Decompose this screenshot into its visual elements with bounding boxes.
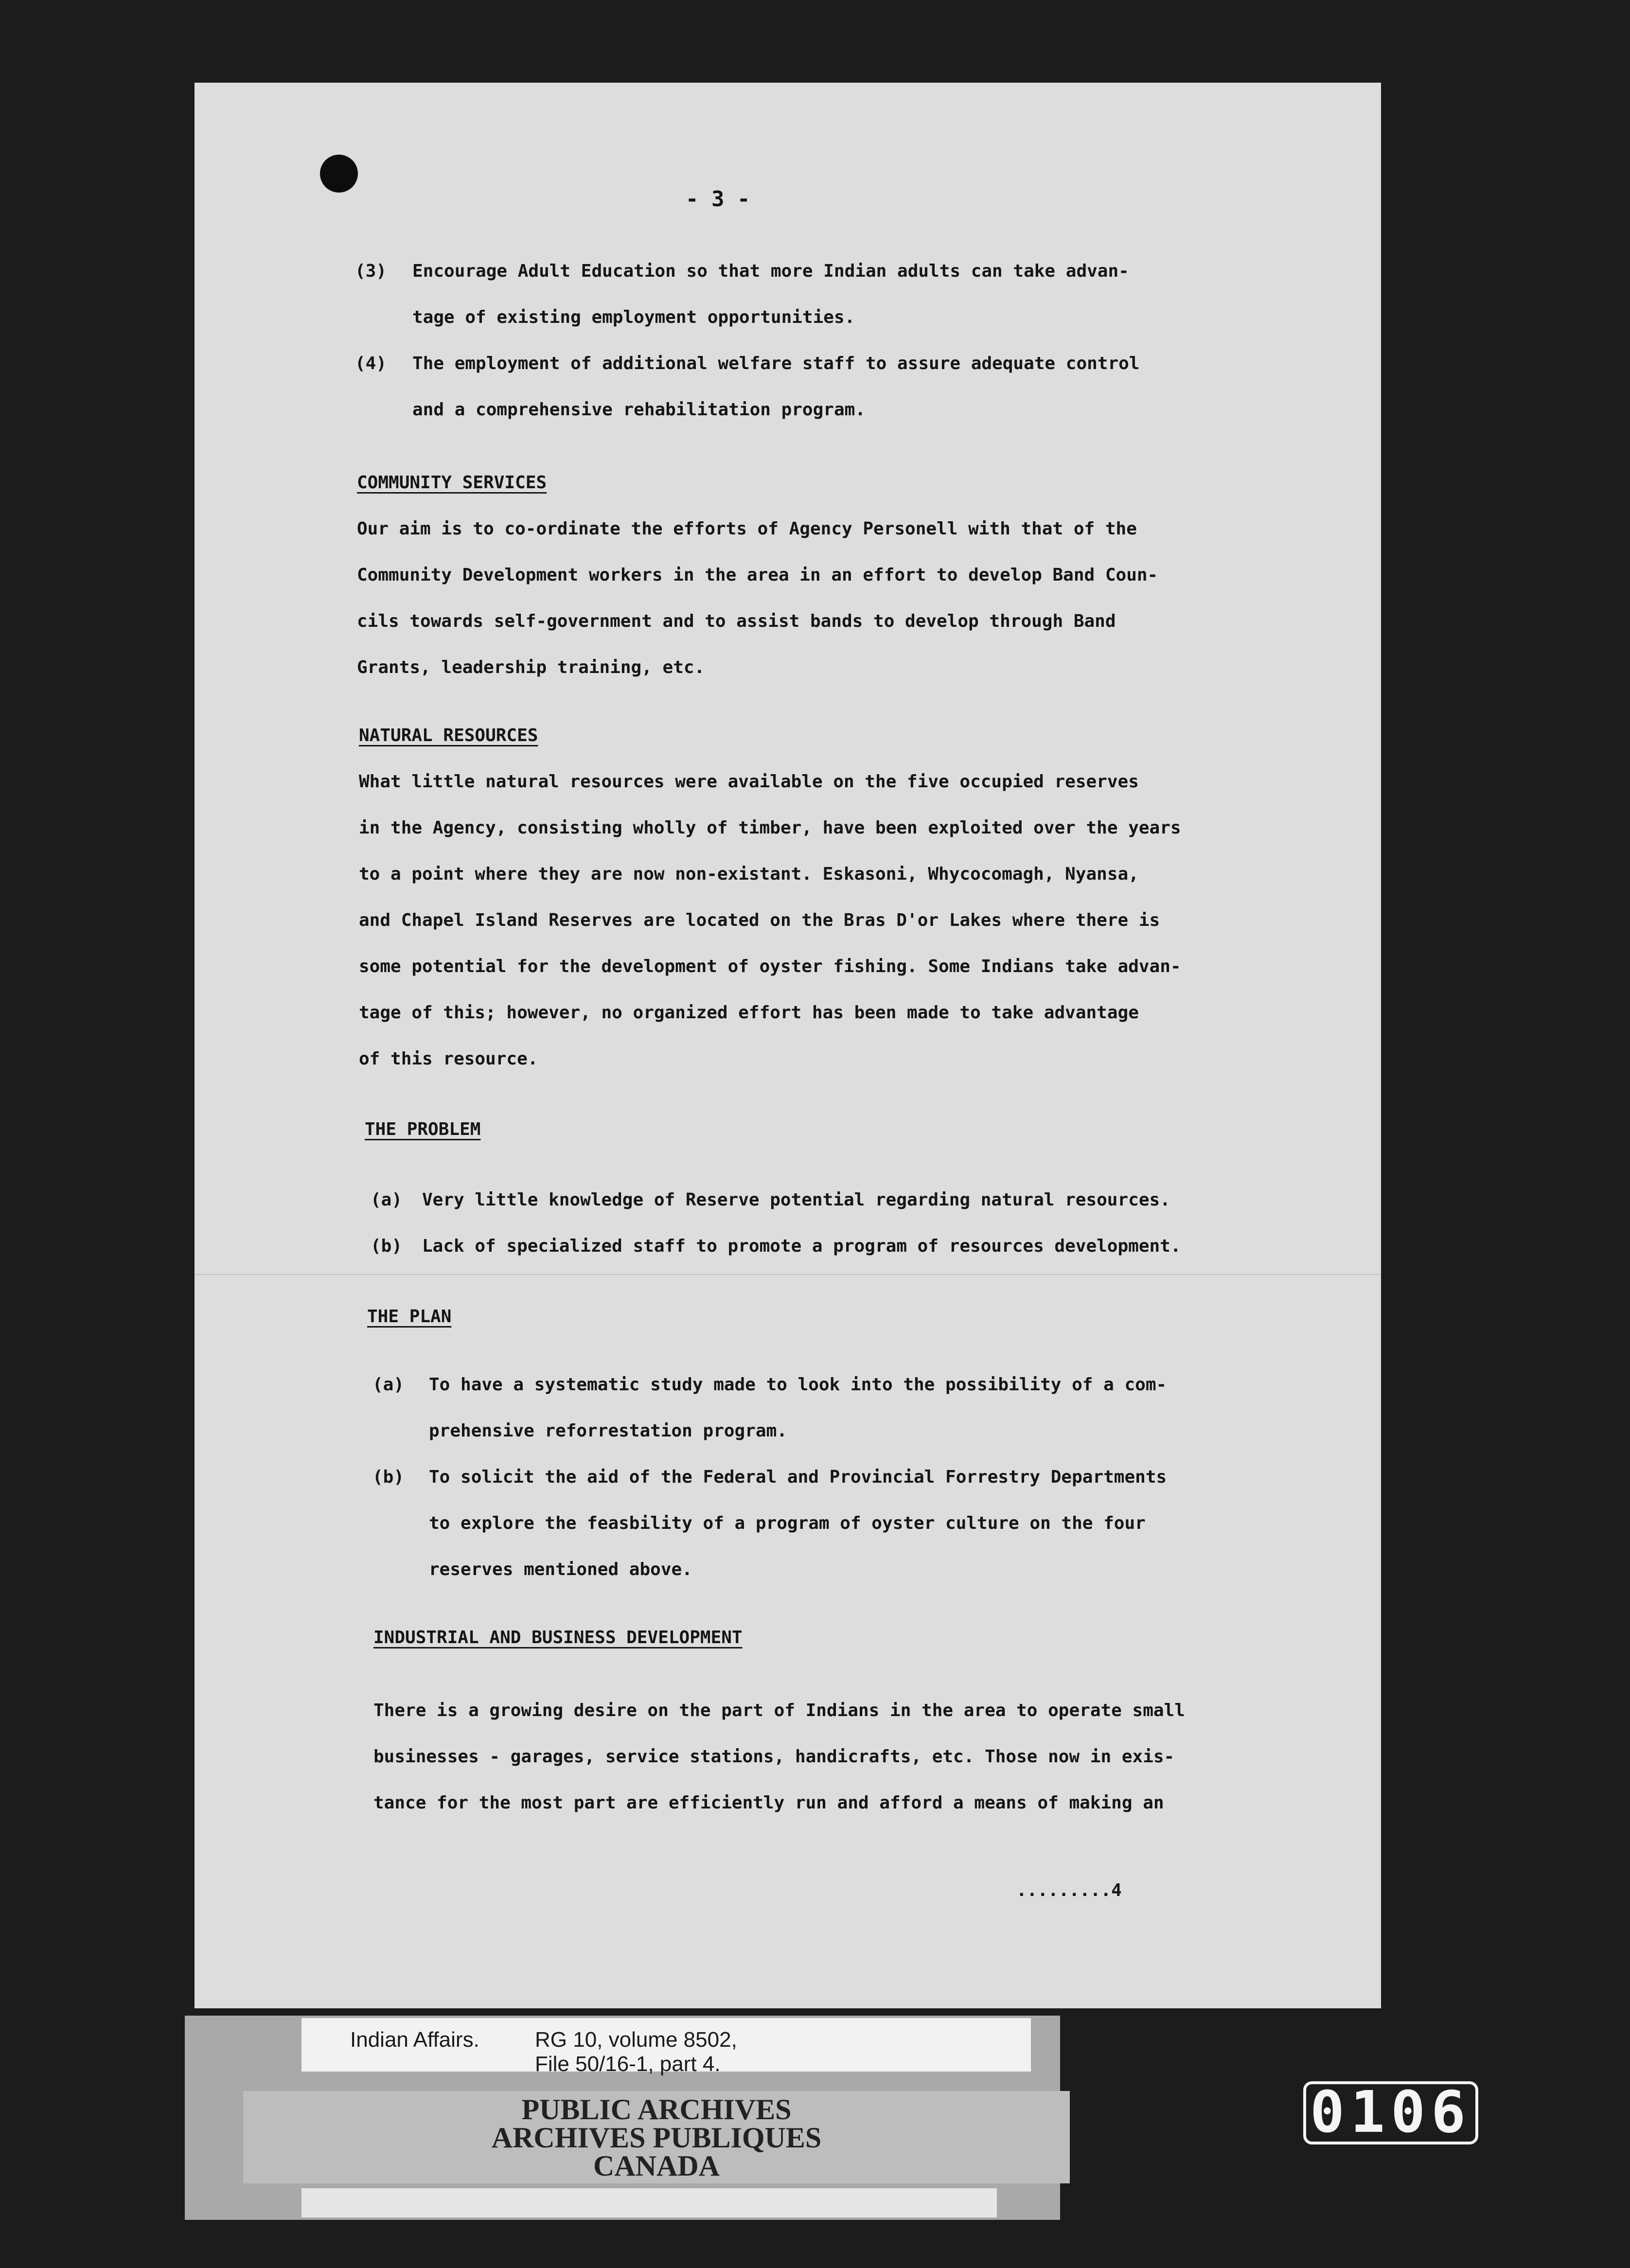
item-3-number: (3) xyxy=(355,261,387,281)
natural-resources-line: of this resource. xyxy=(359,1049,538,1069)
frame-number: 0106 xyxy=(1310,2078,1472,2145)
item-4-line-2: and a comprehensive rehabilitation program. xyxy=(412,400,866,420)
archive-department: Indian Affairs. xyxy=(350,2028,479,2052)
page-number: - 3 - xyxy=(686,187,750,212)
industrial-line: businesses - garages, service stations, handicrafts, etc. Those now in exis- xyxy=(373,1747,1175,1767)
stamp-line-3: CANADA xyxy=(593,2150,720,2182)
community-services-line: cils towards self-government and to assist bands to develop through Band xyxy=(357,611,1116,631)
page-fold-line xyxy=(195,1274,1381,1275)
natural-resources-line: to a point where they are now non-existant. Eskasoni, Whycocomagh, Nyansa, xyxy=(359,864,1139,884)
item-4-line-1: The employment of additional welfare staff to assure adequate control xyxy=(412,354,1140,373)
problem-a-text: Very little knowledge of Reserve potential regarding natural resources. xyxy=(422,1190,1170,1210)
plan-a-number: (a) xyxy=(372,1375,405,1395)
natural-resources-line: some potential for the development of oyster fishing. Some Indians take advan- xyxy=(359,957,1181,976)
natural-resources-line: in the Agency, consisting wholly of timber, have been exploited over the years xyxy=(359,818,1181,838)
community-services-line: Our aim is to co-ordinate the efforts of Agency Personell with that of the xyxy=(357,519,1137,539)
natural-resources-line: tage of this; however, no organized effort has been made to take advantage xyxy=(359,1003,1139,1023)
plan-b-line-2: to explore the feasbility of a program of oyster culture on the four xyxy=(429,1513,1146,1533)
stamp-line-1: PUBLIC ARCHIVES xyxy=(521,2093,792,2126)
plan-b-number: (b) xyxy=(372,1467,405,1487)
the-problem-heading: THE PROBLEM xyxy=(365,1119,481,1139)
item-3-line-2: tage of existing employment opportunities. xyxy=(412,307,855,327)
industrial-heading: INDUSTRIAL AND BUSINESS DEVELOPMENT xyxy=(373,1628,743,1648)
natural-resources-line: What little natural resources were available on the five occupied reserves xyxy=(359,772,1139,792)
plan-a-line-1: To have a systematic study made to look into the possibility of a com- xyxy=(429,1375,1167,1395)
archive-reference-line-1: RG 10, volume 8502, xyxy=(535,2028,737,2052)
plan-b-line-3: reserves mentioned above. xyxy=(429,1559,692,1579)
industrial-line: There is a growing desire on the part of Indians in the area to operate small xyxy=(373,1701,1185,1720)
item-3-line-1: Encourage Adult Education so that more Indian adults can take advan- xyxy=(412,261,1129,281)
natural-resources-line: and Chapel Island Reserves are located on the Bras D'or Lakes where there is xyxy=(359,910,1160,930)
problem-a-number: (a) xyxy=(371,1190,403,1210)
community-services-line: Community Development workers in the area in an effort to develop Band Coun- xyxy=(357,565,1158,585)
industrial-line: tance for the most part are efficiently run and afford a means of making an xyxy=(373,1793,1164,1813)
the-plan-heading: THE PLAN xyxy=(367,1307,452,1327)
community-services-line: Grants, leadership training, etc. xyxy=(357,657,705,677)
document-page xyxy=(195,83,1381,2008)
stamp-line-2: ARCHIVES PUBLIQUES xyxy=(491,2122,822,2154)
plan-b-line-1: To solicit the aid of the Federal and Provincial Forrestry Departments xyxy=(429,1467,1167,1487)
item-4-number: (4) xyxy=(355,354,387,373)
natural-resources-heading: NATURAL RESOURCES xyxy=(359,726,538,745)
problem-b-text: Lack of specialized staff to promote a program of resources development. xyxy=(422,1236,1181,1256)
community-services-heading: COMMUNITY SERVICES xyxy=(357,473,547,493)
bottom-paper-strip xyxy=(301,2188,997,2217)
punch-hole xyxy=(320,155,358,193)
plan-a-line-2: prehensive reforrestation program. xyxy=(429,1421,787,1441)
continuation-marker: .........4 xyxy=(1016,1880,1122,1900)
archive-reference-label xyxy=(301,2018,1031,2076)
archive-reference-line-2: File 50/16-1, part 4. xyxy=(535,2052,721,2076)
public-archives-stamp xyxy=(243,2091,1070,2183)
problem-b-number: (b) xyxy=(371,1236,403,1256)
